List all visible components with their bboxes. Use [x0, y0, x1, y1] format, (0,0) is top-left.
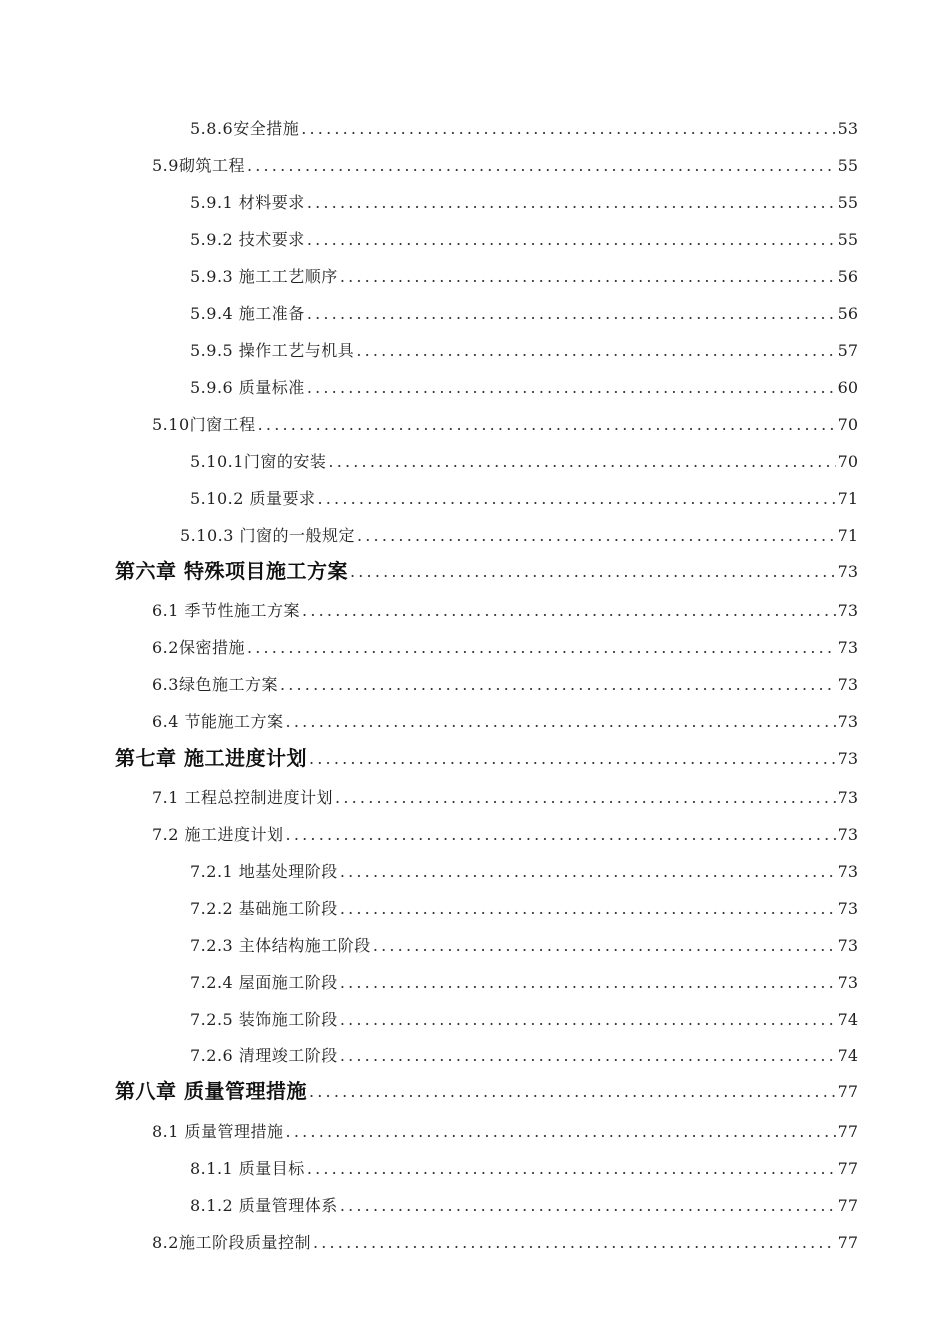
toc-entry-page-number: 71	[837, 489, 858, 508]
toc-entry-page-number: 73	[837, 973, 858, 992]
toc-entry-title: 5.10门窗工程	[152, 415, 256, 434]
toc-entry-page-number: 73	[837, 675, 858, 694]
toc-entry[interactable]	[152, 820, 858, 846]
toc-entry[interactable]	[190, 968, 858, 994]
toc-entry-title: 7.2.6 清理竣工阶段	[190, 1046, 338, 1065]
dot-leader	[307, 229, 836, 251]
dot-leader	[301, 118, 835, 140]
toc-entry-page-number: 70	[837, 452, 858, 471]
dot-leader	[340, 266, 836, 288]
dot-leader	[328, 451, 835, 473]
toc-entry-page-number: 56	[837, 267, 858, 286]
toc-entry-page-number: 73	[837, 749, 858, 768]
toc-entry-title: 5.9.5 操作工艺与机具	[190, 341, 355, 360]
toc-entry[interactable]	[152, 410, 858, 436]
toc-entry[interactable]	[190, 1191, 858, 1217]
toc-entry-title: 8.2施工阶段质量控制	[152, 1233, 311, 1252]
dot-leader	[247, 155, 836, 177]
toc-entry[interactable]	[190, 225, 858, 251]
toc-entry-title: 6.1 季节性施工方案	[152, 601, 301, 620]
dot-leader	[307, 192, 836, 214]
toc-entry-page-number: 70	[837, 415, 858, 434]
dot-leader	[258, 414, 836, 436]
toc-entry-page-number: 73	[837, 788, 858, 807]
dot-leader	[286, 711, 836, 733]
toc-entry[interactable]	[190, 336, 858, 362]
toc-entry-title: 6.3绿色施工方案	[152, 675, 278, 694]
dot-leader	[280, 674, 836, 696]
toc-entry-page-number: 73	[837, 601, 858, 620]
toc-entry-page-number: 53	[837, 119, 858, 138]
toc-entry[interactable]	[190, 114, 858, 140]
toc-entry-title: 7.2.5 装饰施工阶段	[190, 1010, 338, 1029]
toc-entry-title: 7.2.4 屋面施工阶段	[190, 973, 338, 992]
toc-entry-title: 7.2.1 地基处理阶段	[190, 862, 338, 881]
dot-leader	[313, 1232, 836, 1254]
toc-entry-title: 5.9.4 施工准备	[190, 304, 305, 323]
toc-entry-page-number: 55	[837, 230, 858, 249]
dot-leader	[350, 560, 836, 584]
dot-leader	[309, 1080, 836, 1104]
toc-entry[interactable]	[152, 670, 858, 696]
toc-entry[interactable]	[190, 1005, 858, 1031]
toc-entry[interactable]	[190, 1041, 858, 1067]
toc-entry[interactable]	[190, 931, 858, 957]
toc-entry[interactable]	[190, 447, 858, 473]
toc-entry-page-number: 55	[837, 156, 858, 175]
dot-leader	[307, 303, 836, 325]
dot-leader	[286, 1121, 836, 1143]
toc-entry-page-number: 56	[837, 304, 858, 323]
dot-leader	[247, 637, 836, 659]
dot-leader	[357, 525, 836, 547]
toc-entry-page-number: 60	[837, 378, 858, 397]
toc-entry[interactable]	[152, 633, 858, 659]
toc-entry-title: 5.9.2 技术要求	[190, 230, 305, 249]
toc-chapter-title: 第六章 特殊项目施工方案	[115, 559, 348, 583]
toc-entry-page-number: 73	[837, 862, 858, 881]
toc-entry-page-number: 55	[837, 193, 858, 212]
toc-entry[interactable]	[190, 188, 858, 214]
toc-chapter-title: 第八章 质量管理措施	[115, 1079, 307, 1103]
toc-entry-title: 5.10.1门窗的安装	[190, 452, 327, 471]
toc-entry-page-number: 77	[837, 1082, 858, 1101]
dot-leader	[340, 861, 836, 883]
dot-leader	[340, 1045, 836, 1067]
dot-leader	[317, 488, 835, 510]
toc-entry[interactable]	[152, 596, 858, 622]
toc-chapter-entry[interactable]	[115, 745, 858, 771]
toc-entry-page-number: 71	[837, 526, 858, 545]
toc-entry[interactable]	[190, 299, 858, 325]
toc-entry[interactable]	[152, 1228, 858, 1254]
toc-entry[interactable]	[190, 1154, 858, 1180]
toc-entry-title: 5.9.1 材料要求	[190, 193, 305, 212]
toc-entry-page-number: 73	[837, 638, 858, 657]
toc-entry-title: 7.1 工程总控制进度计划	[152, 788, 334, 807]
toc-entry-title: 6.2保密措施	[152, 638, 245, 657]
toc-entry[interactable]	[190, 262, 858, 288]
toc-chapter-title: 第七章 施工进度计划	[115, 746, 307, 770]
dot-leader	[307, 1158, 836, 1180]
toc-entry-page-number: 73	[837, 899, 858, 918]
toc-entry-page-number: 73	[837, 562, 858, 581]
toc-entry[interactable]	[152, 783, 858, 809]
toc-chapter-entry[interactable]	[115, 1078, 858, 1104]
toc-entry-page-number: 77	[837, 1159, 858, 1178]
toc-entry-page-number: 77	[837, 1233, 858, 1252]
toc-entry-page-number: 73	[837, 712, 858, 731]
dot-leader	[302, 600, 836, 622]
toc-entry-title: 5.9.6 质量标准	[190, 378, 305, 397]
dot-leader	[340, 972, 836, 994]
dot-leader	[356, 340, 835, 362]
toc-entry-title: 6.4 节能施工方案	[152, 712, 284, 731]
dot-leader	[340, 1195, 836, 1217]
toc-entry-title: 7.2 施工进度计划	[152, 825, 284, 844]
dot-leader	[335, 787, 836, 809]
toc-entry-title: 5.10.3 门窗的一般规定	[180, 526, 355, 545]
toc-entry[interactable]	[152, 151, 858, 177]
dot-leader	[307, 377, 836, 399]
toc-entry[interactable]	[180, 521, 858, 547]
toc-entry-page-number: 73	[837, 825, 858, 844]
toc-entry-title: 8.1 质量管理措施	[152, 1122, 284, 1141]
toc-chapter-entry[interactable]	[115, 558, 858, 584]
toc-entry[interactable]	[190, 857, 858, 883]
toc-entry-title: 7.2.3 主体结构施工阶段	[190, 936, 371, 955]
toc-entry-page-number: 77	[837, 1122, 858, 1141]
toc-entry-page-number: 74	[837, 1010, 858, 1029]
toc-entry-page-number: 77	[837, 1196, 858, 1215]
toc-entry-title: 8.1.1 质量目标	[190, 1159, 305, 1178]
toc-entry-title: 8.1.2 质量管理体系	[190, 1196, 338, 1215]
dot-leader	[309, 747, 836, 771]
toc-entry-title: 5.10.2 质量要求	[190, 489, 316, 508]
toc-entry[interactable]	[190, 484, 858, 510]
dot-leader	[373, 935, 836, 957]
toc-entry-page-number: 74	[837, 1046, 858, 1065]
toc-entry[interactable]	[152, 707, 858, 733]
toc-entry[interactable]	[152, 1117, 858, 1143]
toc-entry-title: 7.2.2 基础施工阶段	[190, 899, 338, 918]
toc-entry-title: 5.9.3 施工工艺顺序	[190, 267, 338, 286]
toc-entry-title: 5.9砌筑工程	[152, 156, 245, 175]
toc-entry-page-number: 57	[837, 341, 858, 360]
dot-leader	[340, 1009, 836, 1031]
toc-entry[interactable]	[190, 894, 858, 920]
toc-entry[interactable]	[190, 373, 858, 399]
dot-leader	[286, 824, 836, 846]
toc-entry-page-number: 73	[837, 936, 858, 955]
dot-leader	[340, 898, 836, 920]
toc-entry-title: 5.8.6安全措施	[190, 119, 300, 138]
